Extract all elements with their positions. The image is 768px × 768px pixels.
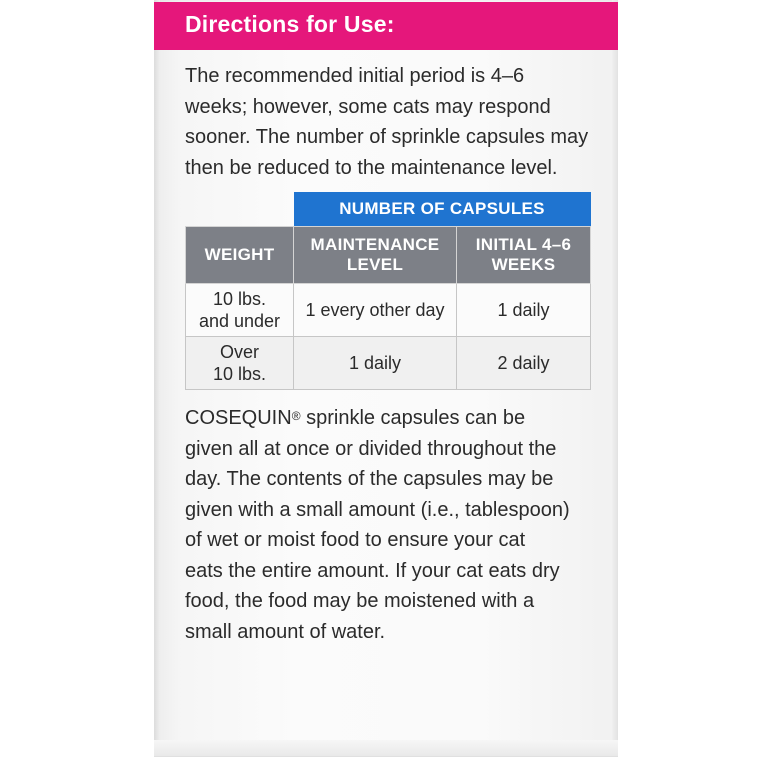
directions-title: Directions for Use: [185, 11, 395, 37]
intro-line: The recommended initial period is 4–6 [185, 65, 525, 87]
weight-line: and under [198, 311, 281, 331]
initial-cell: 1 daily [457, 284, 591, 337]
table-row [186, 337, 591, 390]
initial-header-line: INITIAL 4–6 [475, 235, 572, 254]
initial-header-line: WEEKS [491, 255, 556, 274]
instructions-line: food, the food may be moistened with a [185, 590, 535, 612]
instructions-line: small amount of water. [185, 620, 386, 643]
maintenance-column-header [294, 227, 457, 284]
instructions-line: day. The contents of the capsules may be [185, 468, 554, 490]
instructions-line: eats the entire amount. If your cat eats dry [185, 559, 560, 582]
intro-line: then be reduced to the maintenance level. [185, 156, 558, 179]
maintenance-cell: 1 every other day [294, 284, 457, 337]
weight-line: 10 lbs. [212, 289, 267, 309]
maintenance-header-line: LEVEL [346, 255, 404, 274]
dosage-group-header-row [186, 192, 591, 227]
first-line-text: sprinkle capsules can be [300, 407, 526, 429]
instructions-first-line [185, 403, 570, 434]
initial-column-header [457, 227, 591, 284]
instructions-line: of wet or moist food to ensure your cat [185, 529, 526, 551]
number-of-capsules-header: NUMBER OF CAPSULES [294, 192, 591, 227]
table-row [186, 284, 591, 337]
intro-paragraph [185, 61, 588, 183]
dosage-column-header-row [186, 227, 591, 284]
dosage-table [185, 192, 591, 390]
instructions-line: given with a small amount (i.e., tablespoon) [185, 498, 570, 521]
box-right-edge [612, 0, 618, 756]
maintenance-header-line: MAINTENANCE [310, 235, 440, 254]
initial-cell: 2 daily [457, 337, 591, 390]
weight-line: Over [219, 342, 259, 362]
brand-name: COSEQUIN [185, 407, 292, 429]
intro-line: weeks; however, some cats may respond [185, 95, 551, 118]
empty-corner-cell [186, 192, 294, 227]
box-bottom-edge [154, 740, 618, 757]
instructions-line: given all at once or divided throughout the [185, 437, 557, 460]
maintenance-cell: 1 daily [294, 337, 457, 390]
intro-line: sooner. The number of sprinkle capsules may [185, 126, 589, 148]
weight-line: 10 lbs. [212, 364, 267, 384]
weight-cell [186, 284, 294, 337]
instructions-paragraph [185, 403, 570, 647]
weight-cell [186, 337, 294, 390]
box-left-edge [154, 0, 160, 756]
registered-mark: ® [291, 409, 301, 423]
weight-column-header: WEIGHT [186, 227, 294, 284]
